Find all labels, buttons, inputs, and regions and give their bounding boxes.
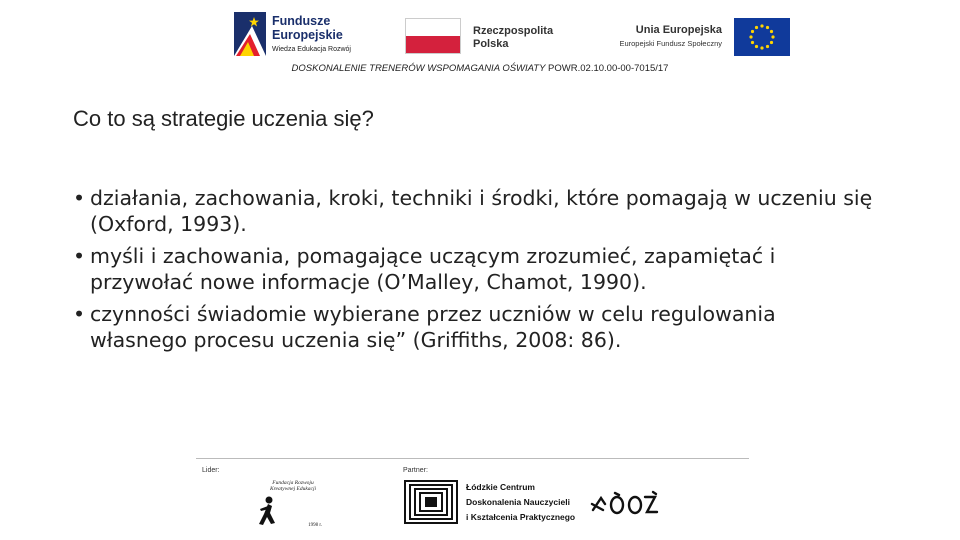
bullet-icon: • [73, 186, 86, 210]
partner-label: Partner: [403, 467, 428, 474]
bullet-item [73, 302, 873, 353]
fe-logo-line2: Europejskie [272, 28, 343, 42]
fundacja-name: Fundacja Rozwoju Kreatywnej Edukacji [269, 480, 317, 492]
polish-flag-icon [405, 18, 461, 54]
bullet-item [73, 186, 873, 237]
unia-europejska-logo [600, 18, 790, 58]
footer-logos [196, 456, 749, 540]
bullet-item [73, 244, 873, 295]
bullet-icon: • [73, 302, 86, 326]
fe-logo-subtitle: Wiedza Edukacja Rozwój [272, 46, 351, 53]
eu-flag-icon [734, 18, 790, 56]
fundacja-logo [254, 480, 322, 528]
running-figure-icon [256, 496, 280, 526]
slide-title: Co to są strategie uczenia się? [73, 106, 374, 131]
ue-logo-line2: Europejski Fundusz Społeczny [619, 39, 722, 48]
bullet-text: działania, zachowania, kroki, techniki i środki, które pomagają w uczeniu się (Oxford, 1993). [90, 186, 873, 236]
fe-flag-icon [234, 12, 266, 56]
ldz-square-icon [404, 480, 458, 524]
ldz-line3: i Kształcenia Praktycznego [466, 512, 576, 522]
lodz-city-logo-icon [589, 490, 669, 516]
bullet-text: czynności świadomie wybierane przez uczniów w celu regulowania własnego procesu uczenia się” (Griffiths, 2008: 86). [90, 302, 776, 352]
ldz-logo [404, 480, 576, 526]
rzeczpospolita-polska-logo [405, 18, 575, 58]
ue-logo-line1: Unia Europejska [635, 24, 722, 36]
project-name: DOSKONALENIE TRENERÓW WSPOMAGANIA OŚWIATY [291, 63, 546, 74]
bullet-icon: • [73, 244, 86, 268]
fundusze-europejskie-logo [234, 12, 374, 58]
fe-logo-line1: Fundusze [272, 14, 331, 28]
rp-logo-line2: Polska [473, 38, 509, 50]
ldz-line2: Doskonalenia Nauczycieli [466, 497, 570, 507]
ldz-line1: Łódzkie Centrum [466, 482, 535, 492]
header-logos [0, 0, 960, 90]
fundacja-year: 1998 r. [308, 523, 322, 528]
project-code: POWR.02.10.00-00-7015/17 [545, 63, 669, 74]
footer-divider [196, 458, 749, 459]
bullet-text: myśli i zachowania, pomagające uczącym zrozumieć, zapamiętać i przywołać nowe informacje (O’Malley, Chamot, 1990). [90, 244, 776, 294]
ldz-text [466, 480, 575, 525]
bullet-list [73, 186, 873, 360]
lider-label: Lider: [202, 467, 220, 474]
rp-logo-line1: Rzeczpospolita [473, 25, 554, 37]
project-title [0, 63, 960, 74]
